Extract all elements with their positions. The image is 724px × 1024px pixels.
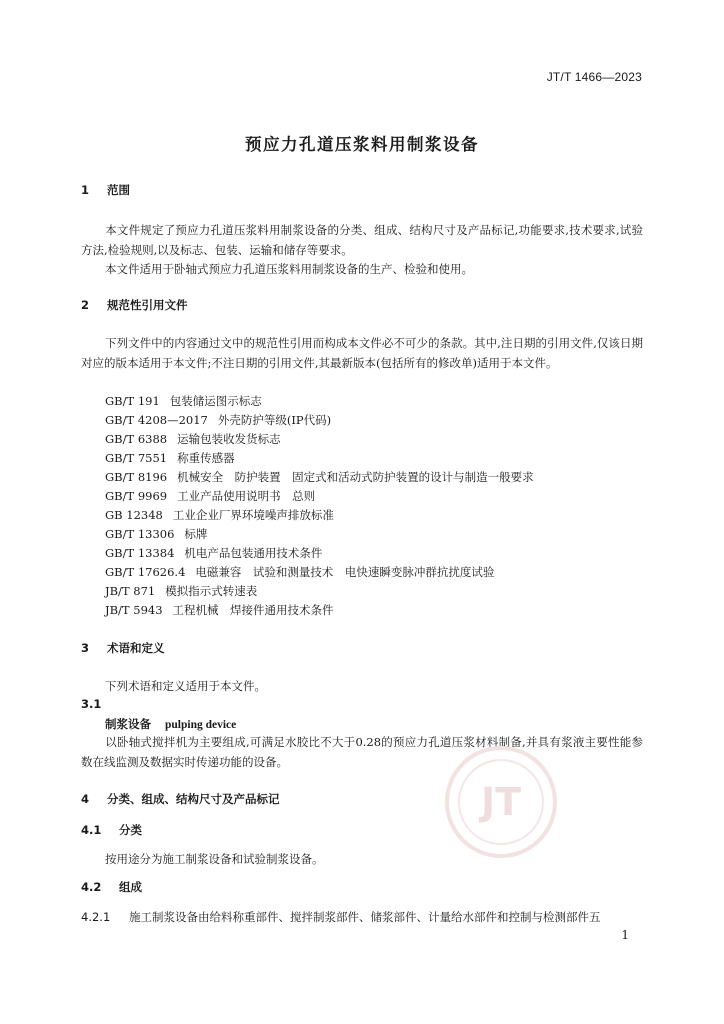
section-title: 规范性引用文件 — [107, 298, 188, 312]
reference-item — [105, 431, 281, 447]
subsection-4-2-heading — [81, 879, 142, 895]
subsection-4-1-text: 按用途分为施工制浆设备和试验制浆设备。 — [105, 852, 324, 866]
reference-title: 电磁兼容 试验和测量技术 电快速瞬变脉冲群抗扰度试验 — [195, 565, 495, 579]
section-number: 4 — [81, 792, 90, 806]
paragraph-text: 本文件规定了预应力孔道压浆料用制浆设备的分类、组成、结构尺寸及产品标记,功能要求,技术要求,试验方法,检验规则,以及标志、包装、运输和储存等要求。 — [81, 223, 643, 257]
reference-code: GB 12348 — [105, 508, 163, 522]
jt-seal-watermark — [442, 743, 560, 861]
reference-title: 机电产品包装通用技术条件 — [184, 546, 323, 560]
section-1-heading — [81, 182, 130, 198]
paragraph-text: 以卧轴式搅拌机为主要组成,可满足水胶比不大于0.28的预应力孔道压浆材料制备,并具有浆液主要性能参数在线监测及数据实时传递功能的设备。 — [81, 735, 643, 769]
reference-title: 机械安全 防护装置 固定式和活动式防护装置的设计与制造一般要求 — [177, 470, 534, 484]
reference-title: 标牌 — [184, 527, 208, 541]
reference-item — [105, 488, 315, 504]
section-number: 1 — [81, 183, 90, 197]
reference-code: GB/T 4208—2017 — [105, 413, 208, 427]
reference-code: GB/T 7551 — [105, 451, 168, 465]
seal-text: JT — [480, 780, 522, 824]
section-title: 术语和定义 — [107, 641, 165, 655]
reference-item — [105, 412, 331, 428]
reference-item — [105, 545, 322, 561]
reference-title: 称重传感器 — [177, 451, 235, 465]
reference-title: 工业产品使用说明书 总则 — [177, 489, 316, 503]
section-number: 4.2 — [81, 880, 102, 894]
section-3-intro: 下列术语和定义适用于本文件。 — [105, 679, 266, 693]
reference-item — [105, 450, 235, 466]
reference-code: JB/T 5943 — [105, 603, 163, 617]
reference-item — [105, 469, 534, 485]
reference-code: GB/T 13384 — [105, 546, 175, 560]
reference-item — [105, 507, 334, 523]
section-title: 范围 — [107, 183, 130, 197]
reference-item — [105, 602, 334, 618]
section-number: 2 — [81, 298, 90, 312]
term-number: 3.1 — [81, 697, 102, 711]
reference-code: JB/T 871 — [105, 584, 156, 598]
reference-title: 工业企业厂界环境噪声排放标准 — [172, 508, 334, 522]
term-chinese: 制浆设备 — [105, 717, 151, 731]
reference-code: GB/T 13306 — [105, 527, 175, 541]
term-english: pulping device — [165, 719, 237, 731]
section-3-heading — [81, 640, 165, 656]
paragraph-text: 本文件适用于卧轴式预应力孔道压浆料用制浆设备的生产、检验和使用。 — [105, 262, 473, 276]
paragraph-text: 下列文件中的内容通过文中的规范性引用而构成本文件必不可少的条款。其中,注日期的引用文件,仅该日期对应的版本适用于本文件;不注日期的引用文件,其最新版本(包括所有的修改单)适用于本文件。 — [81, 336, 643, 370]
paragraph-text: 施工制浆设备由给料称重部件、搅拌制浆部件、储浆部件、计量给水部件和控制与检测部件五 — [129, 910, 601, 924]
reference-code: GB/T 191 — [105, 394, 160, 408]
reference-code: GB/T 6388 — [105, 432, 168, 446]
reference-code: GB/T 9969 — [105, 489, 168, 503]
reference-item — [105, 564, 494, 580]
reference-item — [105, 526, 207, 542]
reference-title: 运输包装收发货标志 — [177, 432, 281, 446]
reference-title: 包装储运图示标志 — [169, 394, 262, 408]
section-4-heading — [81, 791, 280, 807]
section-2-intro — [81, 334, 643, 373]
reference-title: 外壳防护等级(IP代码) — [217, 413, 332, 427]
term-entry — [105, 716, 236, 732]
subsection-4-2-1-text — [81, 909, 601, 925]
section-1-para-1 — [81, 221, 643, 260]
section-number: 3 — [81, 641, 90, 655]
subsection-4-1-heading — [81, 822, 142, 838]
reference-title: 工程机械 焊接件通用技术条件 — [172, 603, 334, 617]
document-title: 预应力孔道压浆料用制浆设备 — [245, 135, 479, 154]
reference-code: GB/T 8196 — [105, 470, 168, 484]
section-title: 组成 — [119, 880, 142, 894]
standard-code: JT/T 1466—2023 — [546, 70, 642, 84]
section-1-para-2 — [81, 260, 643, 280]
section-title: 分类 — [119, 823, 142, 837]
section-number: 4.2.1 — [81, 910, 111, 924]
reference-title: 模拟指示式转速表 — [165, 584, 258, 598]
reference-code: GB/T 17626.4 — [105, 565, 186, 579]
reference-item — [105, 583, 257, 599]
reference-item — [105, 393, 262, 409]
page-number: 1 — [621, 928, 629, 942]
section-number: 4.1 — [81, 823, 102, 837]
section-2-heading — [81, 297, 188, 313]
section-title: 分类、组成、结构尺寸及产品标记 — [107, 792, 280, 806]
